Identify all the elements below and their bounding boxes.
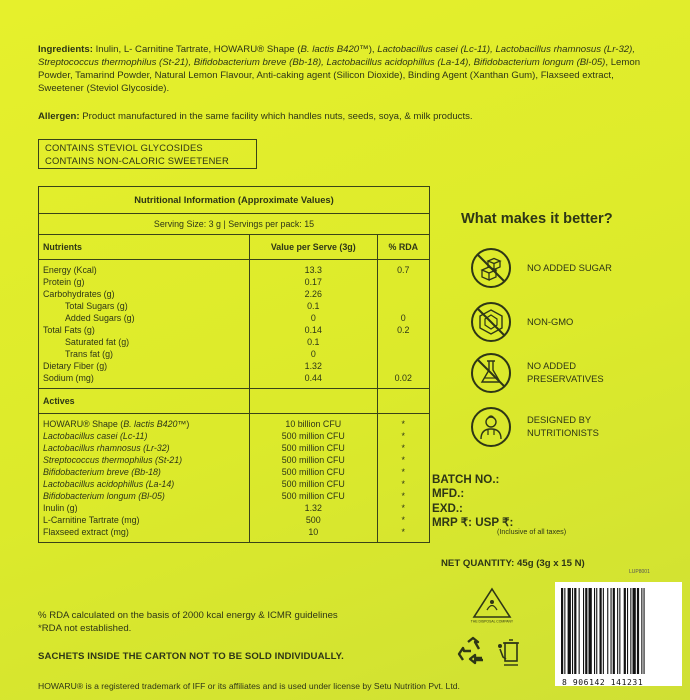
nutrient-rda: 0.2 bbox=[397, 325, 410, 335]
nutrient-value: 0.14 bbox=[250, 324, 378, 336]
barcode-bar bbox=[561, 588, 563, 674]
barcode-bar bbox=[596, 588, 597, 674]
nutrient-value: 0.1 bbox=[250, 336, 378, 348]
barcode-bar bbox=[611, 588, 612, 674]
nutrient-name: Protein (g) bbox=[43, 277, 85, 287]
barcode-bar bbox=[637, 588, 639, 674]
nutrient-value: 0 bbox=[250, 312, 378, 324]
table-row bbox=[39, 372, 430, 389]
active-name: Inulin (g) bbox=[43, 503, 78, 513]
active-value: 1.32 bbox=[250, 502, 378, 514]
header-rda: % RDA bbox=[377, 235, 429, 260]
nutrient-rda bbox=[377, 336, 429, 348]
actives-header-value bbox=[250, 389, 378, 414]
nutritionist-icon bbox=[469, 405, 513, 449]
active-rda: * bbox=[401, 467, 405, 477]
active-value: 500 million CFU bbox=[250, 478, 378, 490]
nutrition-table bbox=[38, 186, 430, 543]
barcode-bar bbox=[641, 588, 642, 674]
contains-box bbox=[38, 139, 257, 169]
active-value: 500 million CFU bbox=[250, 442, 378, 454]
barcode-bar bbox=[572, 588, 573, 674]
table-row bbox=[39, 454, 430, 466]
ingredients-strain: B. lactis B420™ bbox=[300, 44, 369, 55]
serving-info: Serving Size: 3 g | Servings per pack: 15 bbox=[39, 214, 430, 235]
nutrient-value: 0.1 bbox=[250, 300, 378, 312]
active-rda: * bbox=[401, 443, 405, 453]
recycle-icon bbox=[456, 636, 490, 668]
table-row bbox=[39, 360, 430, 372]
barcode-bar bbox=[583, 588, 584, 674]
better-title: What makes it better? bbox=[461, 211, 613, 227]
feature-no-preservatives bbox=[469, 351, 669, 395]
mrp-label: MRP ₹: USP ₹: bbox=[432, 516, 514, 529]
nutrient-rda: 0.7 bbox=[397, 265, 410, 275]
nutrient-name: Dietary Fiber (g) bbox=[43, 361, 108, 371]
feature-no-sugar bbox=[469, 246, 669, 290]
rda-note bbox=[38, 609, 458, 635]
nutrition-title: Nutritional Information (Approximate Values) bbox=[39, 187, 430, 214]
nutrient-value: 0.17 bbox=[250, 276, 378, 288]
nutrient-value: 0.44 bbox=[250, 372, 378, 389]
active-name: Bifidobacterium longum (Bl-05) bbox=[43, 491, 165, 501]
header-value: Value per Serve (3g) bbox=[250, 235, 378, 260]
nutrient-name: Total Sugars (g) bbox=[65, 301, 128, 311]
active-rda: * bbox=[401, 491, 405, 501]
ingredients-strains: Lactobacillus casei (Lc-11), Lactobacillus rhamnosus (Lr-32), Streptococcus thermophilus (St-21), Bifidobacterium breve (Bb-18), Lactobacillus acidophillus (La-14), Bifidobacterium longum (Bl-05) bbox=[38, 44, 635, 68]
contains-line-2: CONTAINS NON-CALORIC SWEETENER bbox=[45, 155, 229, 166]
barcode-number: 8 906142 141231 bbox=[562, 678, 644, 687]
active-value: 500 million CFU bbox=[250, 466, 378, 478]
active-name: L-Carnitine Tartrate (mg) bbox=[43, 515, 140, 525]
barcode-bar bbox=[574, 588, 576, 674]
table-row bbox=[39, 288, 430, 300]
table-row bbox=[39, 260, 430, 277]
nutrient-name: Carbohydrates (g) bbox=[43, 289, 115, 299]
allergen-text bbox=[38, 110, 658, 123]
barcode-bar bbox=[594, 588, 595, 674]
barcode-bar bbox=[624, 588, 626, 674]
nutrient-rda: 0.02 bbox=[394, 373, 412, 383]
rda-note-line-2: *RDA not established. bbox=[38, 623, 132, 634]
inclusive-taxes: (Inclusive of all taxes) bbox=[497, 527, 567, 536]
nutrient-rda bbox=[377, 360, 429, 372]
trademark-note: HOWARU® is a registered trademark of IFF or its affiliates and is used under license by Setu Nutrition Pvt. Ltd. bbox=[38, 681, 460, 691]
active-value: 500 million CFU bbox=[250, 490, 378, 502]
barcode-bar bbox=[613, 588, 615, 674]
nutrient-value: 13.3 bbox=[250, 260, 378, 277]
barcode-bar bbox=[564, 588, 565, 674]
table-row bbox=[39, 526, 430, 543]
nutrient-rda bbox=[377, 300, 429, 312]
no-preservatives-icon bbox=[469, 351, 513, 395]
rda-note-line-1: % RDA calculated on the basis of 2000 kcal energy & ICMR guidelines bbox=[38, 610, 338, 621]
active-value: 500 million CFU bbox=[250, 454, 378, 466]
active-rda: * bbox=[401, 515, 405, 525]
trash-bin-icon bbox=[495, 636, 525, 668]
barcode-bar bbox=[600, 588, 602, 674]
active-name: HOWARU® Shape (B. lactis B420™) bbox=[43, 419, 190, 429]
table-row bbox=[39, 490, 430, 502]
active-name: Streptococcus thermophilus (St-21) bbox=[43, 455, 183, 465]
feature-label: NO ADDED SUGAR bbox=[527, 262, 612, 273]
disposal-caption: THE DISPOSAL COMPANY bbox=[470, 619, 514, 624]
feature-non-gmo bbox=[469, 300, 669, 344]
mfd-label: MFD.: bbox=[432, 487, 465, 500]
feature-label: DESIGNED BY NUTRITIONISTS bbox=[527, 414, 599, 438]
active-name: Lactobacillus casei (Lc-11) bbox=[43, 431, 148, 441]
nutrient-value: 2.26 bbox=[250, 288, 378, 300]
barcode-bar bbox=[619, 588, 620, 674]
barcode-bar bbox=[630, 588, 631, 674]
ingredients-part-2: ), bbox=[368, 44, 378, 55]
nutrient-name: Energy (Kcal) bbox=[43, 265, 97, 275]
table-row bbox=[39, 348, 430, 360]
table-row bbox=[39, 502, 430, 514]
contains-line-1: CONTAINS STEVIOL GLYCOSIDES bbox=[45, 142, 203, 153]
actives-header: Actives bbox=[39, 389, 250, 414]
nutrient-name: Sodium (mg) bbox=[43, 373, 94, 383]
table-row bbox=[39, 514, 430, 526]
table-row bbox=[39, 276, 430, 288]
net-quantity: NET QUANTITY: 45g (3g x 15 N) bbox=[441, 558, 585, 569]
table-row bbox=[39, 466, 430, 478]
table-row bbox=[39, 336, 430, 348]
barcode-bar bbox=[617, 588, 618, 674]
barcode-bar bbox=[585, 588, 587, 674]
barcode-bar bbox=[644, 588, 645, 674]
active-name: Lactobacillus acidophillus (La-14) bbox=[43, 479, 175, 489]
header-nutrients: Nutrients bbox=[39, 235, 250, 260]
barcode-bar bbox=[633, 588, 636, 674]
active-name: Flaxseed extract (mg) bbox=[43, 527, 129, 537]
actives-header-rda bbox=[377, 389, 429, 414]
barcode-bar bbox=[568, 588, 571, 674]
active-value: 10 bbox=[250, 526, 378, 543]
allergen-value: Product manufactured in the same facility which handles nuts, seeds, soya, & milk products. bbox=[79, 111, 473, 122]
barcode-bar bbox=[603, 588, 604, 674]
exd-label: EXD.: bbox=[432, 502, 463, 515]
barcode-bar bbox=[627, 588, 628, 674]
active-rda: * bbox=[401, 479, 405, 489]
nutrient-rda bbox=[377, 348, 429, 360]
nutrient-rda: 0 bbox=[400, 313, 406, 323]
table-row bbox=[39, 414, 430, 431]
active-rda: * bbox=[401, 419, 405, 429]
nutrient-value: 0 bbox=[250, 348, 378, 360]
allergen-label: Allergen: bbox=[38, 111, 80, 122]
nutrient-name: Total Fats (g) bbox=[43, 325, 95, 335]
barcode-bar bbox=[589, 588, 592, 674]
barcode-bars bbox=[559, 588, 678, 674]
lup-code: LUP8001 bbox=[629, 569, 650, 575]
nutrient-value: 1.32 bbox=[250, 360, 378, 372]
barcode-bar bbox=[607, 588, 608, 674]
active-value: 10 billion CFU bbox=[250, 414, 378, 431]
table-row bbox=[39, 478, 430, 490]
active-value: 500 million CFU bbox=[250, 430, 378, 442]
sachets-warning: SACHETS INSIDE THE CARTON NOT TO BE SOLD INDIVIDUALLY. bbox=[38, 651, 344, 662]
table-row bbox=[39, 430, 430, 442]
active-rda: * bbox=[401, 527, 405, 537]
ingredients-part-1: Inulin, L- Carnitine Tartrate, HOWARU® Shape ( bbox=[92, 44, 301, 55]
table-row bbox=[39, 324, 430, 336]
nutrient-name: Added Sugars (g) bbox=[65, 313, 135, 323]
nutrient-name: Trans fat (g) bbox=[65, 349, 114, 359]
table-row bbox=[39, 312, 430, 324]
nutrient-rda bbox=[377, 288, 429, 300]
table-row bbox=[39, 442, 430, 454]
table-row bbox=[39, 300, 430, 312]
ingredients-label: Ingredients: bbox=[38, 44, 93, 55]
nutrient-name: Saturated fat (g) bbox=[65, 337, 130, 347]
active-name: Lactobacillus rhamnosus (Lr-32) bbox=[43, 443, 170, 453]
barcode bbox=[555, 582, 682, 686]
feature-label: NON-GMO bbox=[527, 316, 574, 327]
feature-label: NO ADDED PRESERVATIVES bbox=[527, 360, 604, 384]
barcode-bar bbox=[579, 588, 580, 674]
disposal-triangle-icon bbox=[470, 586, 514, 624]
non-gmo-icon bbox=[469, 300, 513, 344]
batch-number-label: BATCH NO.: bbox=[432, 473, 500, 486]
active-rda: * bbox=[401, 431, 405, 441]
active-name: Bifidobacterium breve (Bb-18) bbox=[43, 467, 161, 477]
no-sugar-icon bbox=[469, 246, 513, 290]
active-rda: * bbox=[401, 503, 405, 513]
feature-nutritionists bbox=[469, 405, 669, 449]
active-value: 500 bbox=[250, 514, 378, 526]
active-rda: * bbox=[401, 455, 405, 465]
nutrient-rda bbox=[377, 276, 429, 288]
ingredients-text bbox=[38, 43, 658, 95]
ingredients-part-4: , Lemon Powder, Tamarind Powder, Natural Lemon Flavour, Anti-caking agent (Silicon Dioxide), Binding Agent (Xanthan Gum), Flaxseed extract, Sweetener (Steviol Glycoside). bbox=[38, 57, 641, 94]
